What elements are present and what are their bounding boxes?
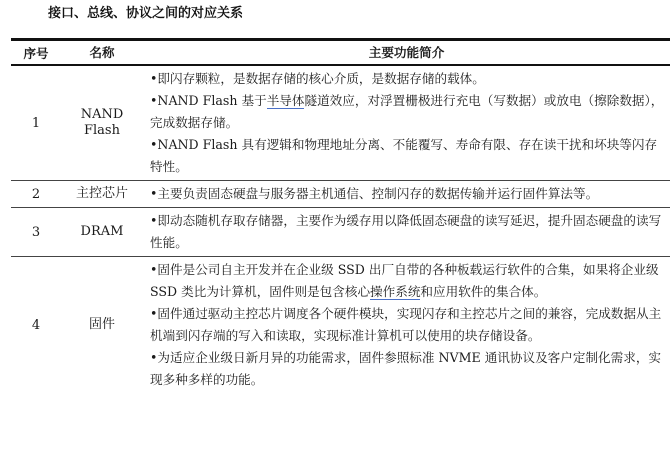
spec-table [11, 38, 670, 393]
header-desc: 主要功能简介 [368, 44, 445, 60]
bullet-text: •固件是公司自主开发并在企业级 SSD 出厂自带的各种板载运行软件的合集，如果将企业级 SSD 类比为计算机，固件则是包含核心 [150, 262, 659, 299]
row-number: 4 [31, 317, 41, 333]
row-number: 3 [31, 224, 41, 240]
row-name: 固件 [88, 317, 115, 332]
table-row [11, 257, 670, 393]
term-link[interactable]: 操作系统 [370, 284, 421, 299]
table-caption: 接口、总线、协议之间的对应关系 [48, 6, 244, 21]
bullet-text: 隧道效应，对浮置栅极进行充电（写数据）或放电（擦除数据），完成数据存储。 [150, 93, 664, 130]
bullet-text: •NAND Flash 基于 [150, 93, 267, 108]
row-name: NAND Flash [80, 107, 124, 138]
description-bullet: •即闪存颗粒，是数据存储的核心介质，是数据存储的载体。 [150, 71, 485, 86]
header-name: 名称 [89, 44, 115, 60]
table-header-row [11, 41, 670, 64]
row-description [143, 208, 670, 256]
row-description [143, 257, 670, 393]
table-row [11, 66, 670, 181]
description-bullet: •为适应企业级日新月异的功能需求，固件参照标准 NVME 通讯协议及客户定制化需求，实现多种多样的功能。 [150, 350, 662, 387]
description-bullet: •即动态随机存取存储器，主要作为缓存用以降低固态硬盘的读写延迟，提升固态硬盘的读写性能。 [150, 213, 662, 250]
description-bullet: •固件通过驱动主控芯片调度各个硬件模块，实现闪存和主控芯片之间的兼容，完成数据从主机端到闪存端的写入和读取，实现标准计算机可以使用的块存储设备。 [150, 306, 662, 343]
bullet-text: 和应用软件的集合体。 [420, 284, 547, 299]
description-bullet [150, 259, 664, 303]
row-number: 1 [31, 115, 41, 131]
header-no: 序号 [23, 45, 49, 61]
row-description [143, 181, 670, 207]
term-link[interactable]: 半导体 [266, 93, 305, 108]
description-bullet: •主要负责固态硬盘与服务器主机通信、控制闪存的数据传输并运行固件算法等。 [150, 186, 599, 201]
row-name: DRAM [80, 224, 124, 239]
table-row [11, 181, 670, 208]
table-row [11, 208, 670, 257]
description-bullet: •NAND Flash 具有逻辑和物理地址分离、不能覆写、寿命有限、存在读干扰和坏块等闪存特性。 [150, 137, 658, 174]
row-name: 主控芯片 [75, 186, 128, 201]
row-number: 2 [31, 186, 41, 202]
description-bullet [150, 90, 664, 134]
row-description [143, 66, 670, 180]
